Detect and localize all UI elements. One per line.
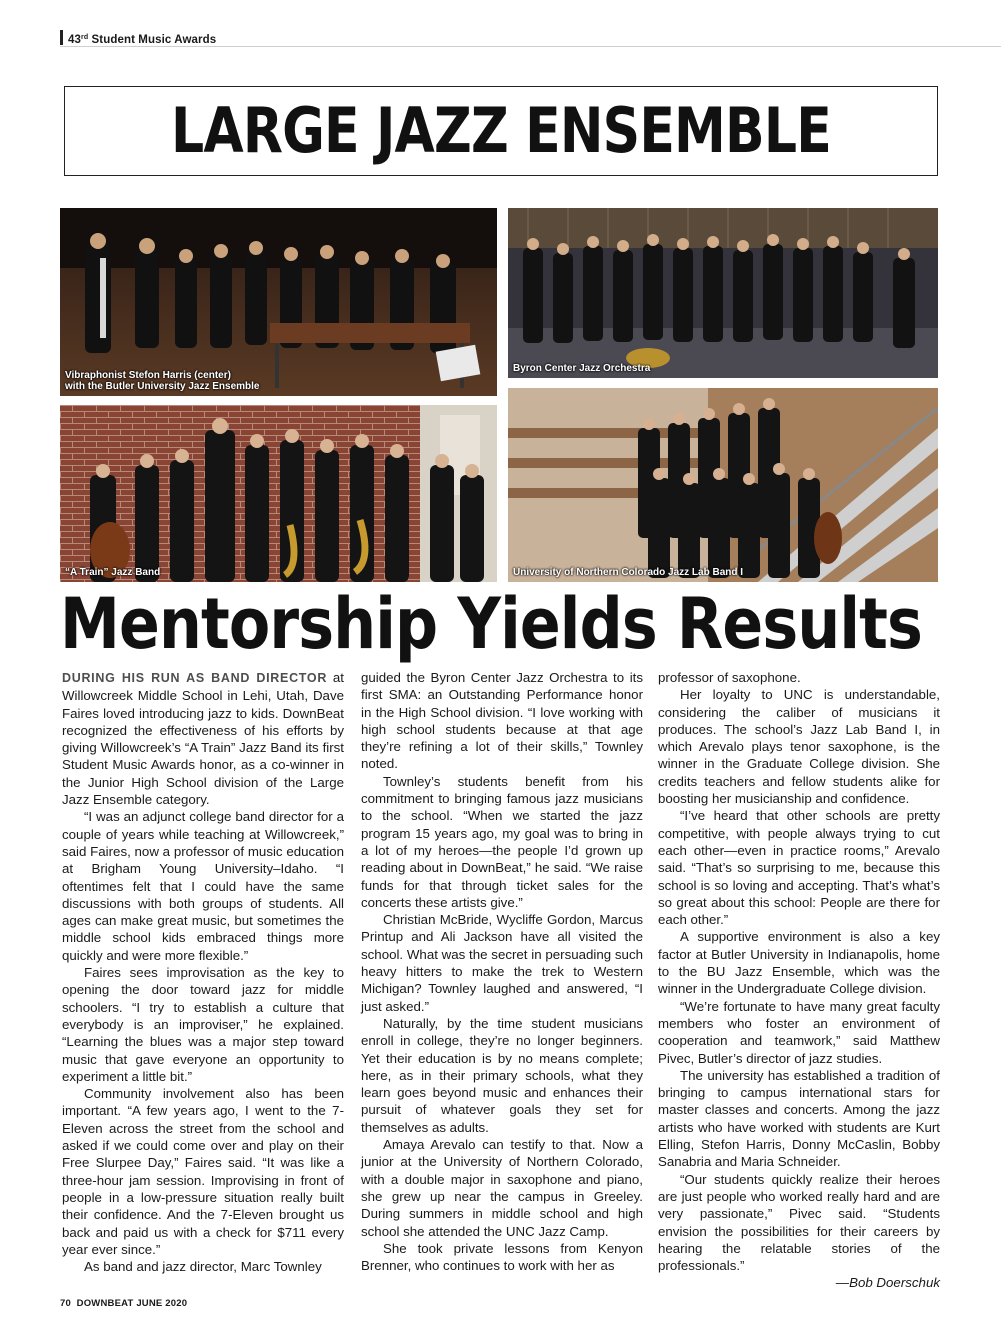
article-paragraph: DURING HIS RUN AS BAND DIRECTOR at Willowcreek Middle School in Lehi, Utah, Dave Faires loved introducing jazz to kids. DownBeat recognized the effectiveness of his efforts by giving Willowcreek’s “A Train” Jazz Band its first Student Music Awards honor, as a co-winner in the Junior High School division of the Large Jazz Ensemble category. bbox=[62, 670, 344, 808]
article-paragraph: “I was an adjunct college band director for a couple of years while teaching at Willowcreek,” said Faires, now a professor of music education at Brigham Young University–Idaho. “I oftentimes felt that I could have the same discussions with both groups of students. All ages can make great music, but sometimes the middle school kids embraced things more quickly and were more flexible.” bbox=[62, 809, 344, 963]
article-paragraph: As band and jazz director, Marc Townley bbox=[84, 1259, 322, 1275]
article-paragraph: professor of saxophone. bbox=[658, 670, 801, 685]
photo-a-train-band bbox=[60, 405, 497, 582]
photo-caption: Vibraphonist Stefon Harris (center) with the Butler University Jazz Ensemble bbox=[65, 370, 260, 392]
photo-unc-jazz-lab-band bbox=[508, 388, 938, 582]
article-paragraph: The university has established a tradition of bringing to campus international stars for master classes and concerts. Among the jazz artists who have worked with students are Kurt Elling, Stefon Harris, Donny McCaslin, Bobby Sanabria and Maria Schneider. bbox=[658, 1067, 940, 1170]
article-paragraph: She took private lessons from Kenyon Brenner, who continues to work with her as bbox=[361, 1240, 643, 1274]
photo-caption: University of Northern Colorado Jazz Lab Band I bbox=[513, 567, 744, 578]
lead-in: DURING HIS RUN AS BAND DIRECTOR bbox=[62, 671, 328, 685]
article-paragraph: Faires sees improvisation as the key to opening the door toward jazz for middle schoolers. “I try to establish a culture that everybody is an improviser,” he explained. “Learning the blues was a major step toward music that gave everyone an opportunity to experiment a little bit.” bbox=[62, 965, 344, 1084]
article-paragraph: Community involvement also has been important. “A few years ago, I went to the 7-Eleven across the street from the school and asked if we could come over and play on their Free Slurpee Day,” Faires said. “It was like a three-hour jam session. Improvising in front of people in a low-pressure situation really built their confidence. And the 7-Eleven brought us back and paid us with a check for $711 every year ever since.” bbox=[62, 1086, 344, 1257]
page-number: 70 bbox=[60, 1298, 71, 1309]
article-paragraph: Her loyalty to UNC is understandable, considering the caliber of musicians it produces. The school’s Jazz Lab Band I, in which Arevalo plays tenor saxophone, is the winner in the Graduate College division. She credits teachers and fellow students alike for boosting her musicianship and confidence. bbox=[658, 687, 940, 807]
article-paragraph: “We’re fortunate to have many great faculty members who foster an environment of cooperation and teamwork,” said Matthew Pivec, Butler’s director of jazz studies. bbox=[658, 998, 940, 1066]
photo-caption: Byron Center Jazz Orchestra bbox=[513, 363, 651, 374]
article-column-1 bbox=[62, 669, 344, 1275]
photo-caption: “A Train” Jazz Band bbox=[65, 567, 161, 578]
article-column-2 bbox=[361, 669, 643, 1274]
article-column-3 bbox=[658, 669, 940, 1292]
headline: Mentorship Yields Results bbox=[60, 583, 922, 665]
header-rule bbox=[60, 30, 63, 45]
category-title: LARGE JAZZ ENSEMBLE bbox=[171, 94, 831, 167]
photo-byron-center-orchestra bbox=[508, 208, 938, 378]
section-label: 43rd Student Music Awards bbox=[68, 34, 217, 46]
article-paragraph: A supportive environment is also a key factor at Butler University in Indianapolis, home to the BU Jazz Ensemble, which was the winner in the Undergraduate College division. bbox=[658, 929, 940, 997]
article-paragraph: “Our students quickly realize their heroes are just people who worked really hard and are very passionate,” Pivec said. “Students envision the possibilities for their careers by hearing the relatable stories of the professionals.” bbox=[658, 1171, 940, 1274]
article-paragraph: Amaya Arevalo can testify to that. Now a junior at the University of Northern Colorado, with a double major in saxophone and piano, she grew up near the campus in Greeley. During summers in middle school and high school she attended the UNC Jazz Camp. bbox=[361, 1137, 643, 1239]
page-footer bbox=[60, 1298, 187, 1309]
article-paragraph: “I’ve heard that other schools are pretty competitive, with people always trying to cut each other—even in practice rooms,” Arevalo said. “That’s so surprising to me, because this school is so loving and accepting. That’s what’s so great about this school: People are there for each other.” bbox=[658, 808, 940, 928]
article-paragraph: Townley’s students benefit from his commitment to bringing famous jazz musicians to the school. “When we started the jazz program 15 years ago, my goal was to bring in a lot of my heroes—the people I’d grown up reading about in DownBeat,” he said. “We raise funds for that through ticket sales for the concerts these artists give.” bbox=[361, 773, 643, 910]
category-title-box bbox=[64, 86, 938, 176]
byline: —Bob Doerschuk bbox=[835, 1275, 940, 1291]
article-paragraph: Christian McBride, Wycliffe Gordon, Marcus Printup and Ali Jackson have all visited the school. What was the secret in persuading such heavy hitters to make the trek to Western Michigan? Townley laughed and answered, “I just asked.” bbox=[361, 912, 643, 1014]
article-paragraph: guided the Byron Center Jazz Orchestra to its first SMA: an Outstanding Performance honor in the High School division. “I love working with high school students because at that age they’re refining a lot of their skills,” Townley noted. bbox=[361, 670, 643, 772]
article-paragraph: Naturally, by the time student musicians enroll in college, they’re no longer beginners. Yet their education is by no means complete; here, as in their primary schools, what they learn goes beyond music and enhances their pursuit of whatever goals they set for themselves as adults. bbox=[361, 1015, 643, 1135]
running-header bbox=[60, 30, 1001, 47]
photo-butler-ensemble bbox=[60, 208, 497, 396]
publication-info: DOWNBEAT JUNE 2020 bbox=[76, 1298, 188, 1309]
